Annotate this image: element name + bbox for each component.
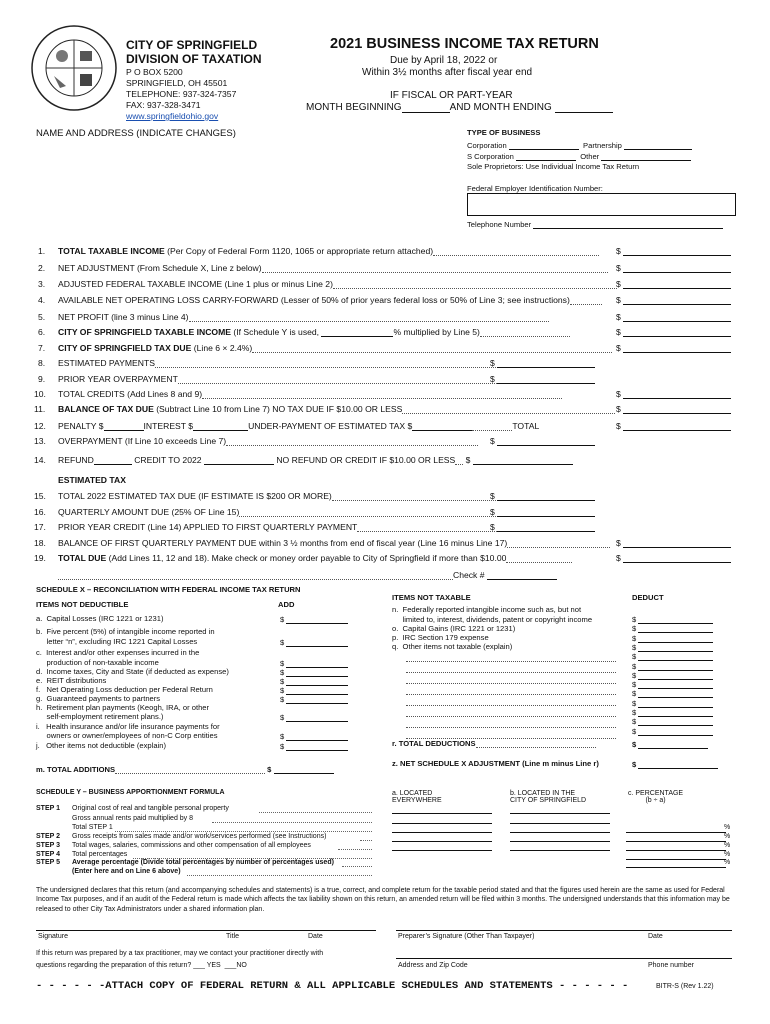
line-12-text bbox=[58, 421, 539, 431]
line-label-text bbox=[58, 475, 126, 485]
deduction-amount[interactable]: $ bbox=[632, 623, 713, 633]
leader-dots bbox=[262, 264, 609, 273]
leader-dots bbox=[357, 523, 510, 532]
line-16-text bbox=[58, 507, 500, 517]
due-date: Due by April 18, 2022 or bbox=[390, 55, 498, 66]
line-7-text bbox=[58, 343, 612, 353]
line-1-text bbox=[58, 246, 599, 256]
schedule-y-title: SCHEDULE Y – BUSINESS APPORTIONMENT FORMULA bbox=[36, 789, 225, 796]
line-description: REFUND bbox=[58, 455, 94, 465]
line-number: 3. bbox=[38, 279, 46, 289]
percentage-field[interactable] bbox=[626, 850, 726, 851]
line-11-text bbox=[58, 404, 615, 414]
signature-label: Signature bbox=[38, 933, 68, 940]
date-label: Date bbox=[308, 933, 323, 940]
preparer-date-label: Date bbox=[648, 933, 663, 940]
located-everywhere-field[interactable] bbox=[392, 841, 492, 842]
line-number: 1. bbox=[38, 246, 46, 256]
step-label: STEP 3 bbox=[36, 842, 60, 849]
s-corporation-option[interactable]: S Corporation Other bbox=[467, 151, 691, 161]
line-description: TOTAL CREDITS (Add Lines 8 and 9) bbox=[58, 389, 203, 399]
sole-proprietor-note: Sole Proprietors: Use Individual Income Tax Return bbox=[467, 162, 640, 171]
entry-field[interactable] bbox=[497, 522, 595, 532]
entry-field[interactable] bbox=[638, 726, 713, 736]
line-number: 12. bbox=[34, 421, 46, 431]
addition-item: j. Other items not deductible (explain) bbox=[36, 741, 166, 750]
leader-dots bbox=[506, 554, 571, 563]
line-description: OVERPAYMENT (If Line 10 exceeds Line 7) bbox=[58, 436, 227, 446]
percentage-field[interactable] bbox=[626, 841, 726, 842]
located-everywhere-field[interactable] bbox=[392, 832, 492, 833]
line-description: ESTIMATED PAYMENTS bbox=[58, 358, 155, 368]
deduction-amount[interactable]: $ bbox=[632, 726, 713, 736]
total-deductions: r. TOTAL DEDUCTIONS bbox=[392, 739, 596, 748]
addition-amount[interactable]: $ bbox=[280, 614, 348, 624]
addition-amount[interactable]: $ bbox=[280, 676, 348, 686]
entry-field[interactable] bbox=[623, 263, 731, 273]
line-12-amount[interactable]: $ bbox=[616, 421, 731, 431]
step-text: Average percentage (Divide total percentages by number of percentages used) bbox=[72, 859, 334, 866]
addition-item: e. REIT distributions bbox=[36, 676, 107, 685]
entry-field[interactable] bbox=[623, 343, 731, 353]
line-number: 19. bbox=[34, 553, 46, 563]
line-description: CITY OF SPRINGFIELD TAX DUE (Line 6 × 2.4%) bbox=[58, 343, 253, 353]
located-springfield-field[interactable] bbox=[510, 832, 610, 833]
line-10-amount[interactable]: $ bbox=[616, 389, 731, 399]
month-ending-label: AND MONTH ENDING bbox=[449, 102, 552, 113]
entry-field[interactable] bbox=[623, 553, 731, 563]
leader-dots bbox=[58, 571, 453, 580]
line-13-text bbox=[58, 436, 478, 446]
deduction-amount[interactable]: $ bbox=[632, 670, 713, 680]
line-description: NET ADJUSTMENT (From Schedule X, Line z below) bbox=[58, 263, 262, 273]
leader-dots bbox=[212, 822, 372, 823]
entry-field[interactable] bbox=[286, 694, 348, 704]
line-7-amount[interactable]: $ bbox=[616, 343, 731, 353]
located-everywhere-field[interactable] bbox=[392, 823, 492, 824]
addition-item: i. Health insurance and/or life insurance payments for bbox=[36, 722, 220, 731]
line-description: BALANCE OF TAX DUE (Subtract Line 10 from Line 7) NO TAX DUE IF $10.00 OR LESS bbox=[58, 404, 403, 414]
deduction-item: p. IRC Section 179 expense bbox=[392, 633, 489, 642]
located-springfield-field[interactable] bbox=[510, 823, 610, 824]
credit-label: CREDIT TO 2022 bbox=[134, 455, 202, 465]
title-label: Title bbox=[226, 933, 239, 940]
deduction-amount[interactable]: $ bbox=[632, 679, 713, 689]
telephone: TELEPHONE: 937-324-7357 bbox=[126, 89, 237, 99]
month-beginning-label: MONTH BEGINNING bbox=[306, 102, 402, 113]
line-number: 9. bbox=[38, 374, 46, 384]
deduction-amount[interactable]: $ bbox=[632, 707, 713, 717]
line-2-text bbox=[58, 263, 608, 273]
step-text: Original cost of real and tangible personal property bbox=[72, 805, 229, 812]
line-description: CITY OF SPRINGFIELD TAXABLE INCOME (If Schedule Y is used, bbox=[58, 327, 320, 337]
schedule-x-title: SCHEDULE X – RECONCILIATION WITH FEDERAL INCOME TAX RETURN bbox=[36, 585, 301, 594]
line-number: 14. bbox=[34, 455, 46, 465]
addition-amount[interactable]: $ bbox=[280, 637, 348, 647]
line-number: 16. bbox=[34, 507, 46, 517]
entry-field[interactable] bbox=[286, 712, 348, 722]
line-number: 10. bbox=[34, 389, 46, 399]
leader-dots bbox=[342, 866, 372, 867]
fein-label: Federal Employer Identification Number: bbox=[467, 184, 603, 193]
leader-dots bbox=[259, 812, 372, 813]
line-15-text bbox=[58, 491, 502, 501]
underpayment-label: UNDER-PAYMENT OF ESTIMATED TAX $ bbox=[248, 421, 413, 431]
percent-sign: % bbox=[724, 851, 731, 858]
explain-line[interactable] bbox=[406, 716, 616, 717]
col-located-springfield: b. LOCATED IN THE CITY OF SPRINGFIELD bbox=[510, 790, 587, 804]
addition-amount[interactable]: $ bbox=[280, 731, 348, 741]
schedule-y-percent-field[interactable] bbox=[321, 327, 393, 337]
line-2-amount[interactable]: $ bbox=[616, 263, 731, 273]
line-number: 7. bbox=[38, 343, 46, 353]
leader-dots bbox=[402, 405, 614, 414]
line-number: 13. bbox=[34, 436, 46, 446]
line-description: PRIOR YEAR CREDIT (Line 14) APPLIED TO FIRST QUARTERLY PAYMENT bbox=[58, 522, 358, 532]
line-10-text bbox=[58, 389, 562, 399]
month-ending-field[interactable] bbox=[555, 103, 613, 113]
line-1-amount[interactable]: $ bbox=[616, 246, 731, 256]
not-taxable-head: ITEMS NOT TAXABLE bbox=[392, 593, 471, 602]
explain-line[interactable] bbox=[406, 727, 616, 728]
fax: FAX: 937-328-3471 bbox=[126, 100, 201, 110]
line-17-text bbox=[58, 522, 511, 532]
line-11-amount[interactable]: $ bbox=[616, 404, 731, 414]
addition-item: owners or owner/employees of non-C Corp entities bbox=[36, 731, 218, 740]
line-description-cont: % multiplied by Line 5) bbox=[393, 327, 480, 337]
line-5-text bbox=[58, 312, 549, 322]
signature-line[interactable] bbox=[36, 930, 376, 931]
declaration-text: The undersigned declares that this return (and accompanying schedules and statements) is a true, correct, and complete return for the taxable period stated and that the figures used herein are the same as used for Federal Income Tax purposes, and if an audit of the Federal return is made which affects the tax liability shown on this return, an amended return will be filed within 3 months. The undersigned understands that this information may be released to other City Tax Administrators under a shared information plan. bbox=[36, 887, 730, 913]
name-address-label: NAME AND ADDRESS (INDICATE CHANGES) bbox=[36, 128, 236, 139]
step-label: STEP 4 bbox=[36, 851, 60, 858]
line-description: ADJUSTED FEDERAL TAXABLE INCOME (Line 1 plus or minus Line 2) bbox=[58, 279, 333, 289]
net-schedule-x-amount[interactable]: $ bbox=[632, 759, 718, 769]
line-description: AVAILABLE NET OPERATING LOSS CARRY-FORWARD (Lesser of 50% of prior years federal loss or 50% of Line 3; see instructions) bbox=[58, 295, 570, 305]
entry-field[interactable] bbox=[497, 436, 595, 446]
addition-amount[interactable]: $ bbox=[280, 658, 348, 668]
step-label: STEP 1 bbox=[36, 805, 60, 812]
due-within: Within 3½ months after fiscal year end bbox=[362, 67, 533, 78]
explain-line[interactable] bbox=[406, 705, 616, 706]
line-6-text bbox=[58, 327, 570, 337]
line-description: TOTAL TAXABLE INCOME (Per Copy of Federal Form 1120, 1065 or appropriate return attached) bbox=[58, 246, 434, 256]
check-number-label: Check # bbox=[453, 570, 485, 580]
located-springfield-field[interactable] bbox=[510, 813, 610, 814]
leader-dots bbox=[187, 875, 372, 876]
leader-dots bbox=[455, 456, 463, 465]
month-range bbox=[306, 102, 613, 113]
addition-amount[interactable]: $ bbox=[280, 685, 348, 695]
entry-field[interactable] bbox=[623, 421, 731, 431]
division-name: DIVISION OF TAXATION bbox=[126, 52, 262, 66]
addition-item: letter “n”, excluding IRC 1221 Capital Losses bbox=[36, 637, 198, 646]
deduction-amount[interactable]: $ bbox=[632, 688, 713, 698]
leader-dots bbox=[189, 313, 549, 322]
addition-item: h. Retirement plan payments (Keogh, IRA, or other bbox=[36, 703, 210, 712]
addition-amount[interactable]: $ bbox=[280, 694, 348, 704]
website-link[interactable]: www.springfieldohio.gov bbox=[126, 111, 219, 121]
line-13-amount[interactable]: $ bbox=[490, 436, 595, 446]
entry-field[interactable] bbox=[286, 614, 348, 624]
deduction-amount[interactable]: $ bbox=[632, 614, 713, 624]
line-6-amount[interactable]: $ bbox=[616, 327, 731, 337]
step-label: STEP 5 bbox=[36, 859, 60, 866]
deduction-amount[interactable]: $ bbox=[632, 698, 713, 708]
line-8-amount[interactable]: $ bbox=[490, 358, 595, 368]
underpayment-field[interactable] bbox=[412, 421, 472, 431]
line-description: PRIOR YEAR OVERPAYMENT bbox=[58, 374, 178, 384]
step-text: Total percentages bbox=[72, 851, 128, 858]
entry-field[interactable] bbox=[623, 295, 731, 305]
percent-sign: % bbox=[724, 842, 731, 849]
corporation-option[interactable]: Corporation Partnership bbox=[467, 140, 692, 150]
entry-field[interactable] bbox=[497, 507, 595, 517]
line-15-amount[interactable]: $ bbox=[490, 491, 595, 501]
entry-field[interactable] bbox=[623, 246, 731, 256]
explain-line[interactable] bbox=[406, 694, 616, 695]
line-3-text bbox=[58, 279, 617, 289]
addition-item: a. Capital Losses (IRC 1221 or 1231) bbox=[36, 614, 164, 623]
line-number: 5. bbox=[38, 312, 46, 322]
step-text: (Enter here and on Line 6 above) bbox=[72, 868, 181, 875]
step-text: Total wages, salaries, commissions and other compensation of all employees bbox=[72, 842, 311, 849]
total-label: TOTAL bbox=[512, 421, 540, 431]
deduction-amount[interactable]: $ bbox=[632, 633, 713, 643]
fiscal-year-label: IF FISCAL OR PART-YEAR bbox=[390, 90, 513, 101]
line-5-amount[interactable]: $ bbox=[616, 312, 731, 322]
step-text: Total STEP 1 bbox=[72, 824, 113, 831]
line-number: 4. bbox=[38, 295, 46, 305]
entry-field[interactable] bbox=[497, 374, 595, 384]
leader-dots bbox=[239, 508, 500, 517]
line-number: 6. bbox=[38, 327, 46, 337]
step-text: Gross annual rents paid multiplied by 8 bbox=[72, 815, 194, 822]
line-number: 15. bbox=[34, 491, 46, 501]
entry-field[interactable] bbox=[623, 279, 731, 289]
step-text: Gross receipts from sales made and/or work/services performed (see Instructions) bbox=[72, 833, 327, 840]
month-beginning-field[interactable] bbox=[402, 103, 450, 113]
form-title: 2021 BUSINESS INCOME TAX RETURN bbox=[330, 36, 599, 52]
addition-item: production of non-taxable income bbox=[36, 658, 159, 667]
line-4-amount[interactable]: $ bbox=[616, 295, 731, 305]
line-9-text bbox=[58, 374, 503, 384]
step-label: STEP 2 bbox=[36, 833, 60, 840]
leader-dots bbox=[178, 375, 503, 384]
located-everywhere-field[interactable] bbox=[392, 850, 492, 851]
interest-label: INTEREST $ bbox=[143, 421, 194, 431]
po-box: P O BOX 5200 bbox=[126, 67, 183, 77]
line-19-amount[interactable]: $ bbox=[616, 553, 731, 563]
deduction-amount[interactable]: $ bbox=[632, 642, 713, 652]
total-additions: m. TOTAL ADDITIONS $ bbox=[36, 764, 334, 774]
add-head: ADD bbox=[278, 600, 295, 609]
entry-field[interactable] bbox=[623, 389, 731, 399]
col-percentage: c. PERCENTAGE (b ÷ a) bbox=[628, 790, 684, 804]
entry-field[interactable] bbox=[623, 538, 731, 548]
practitioner-contact-options[interactable]: questions regarding the preparation of this return? ___ YES ___NO bbox=[36, 962, 247, 969]
deduction-amount[interactable]: $ bbox=[632, 661, 713, 671]
line-description: NET PROFIT (line 3 minus Line 4) bbox=[58, 312, 189, 322]
line-16-amount[interactable]: $ bbox=[490, 507, 595, 517]
line-description: QUARTERLY AMOUNT DUE (25% OF Line 15) bbox=[58, 507, 240, 517]
deduction-amount[interactable]: $ bbox=[632, 716, 713, 726]
telephone-label[interactable]: Telephone Number bbox=[467, 219, 723, 229]
deduct-head: DEDUCT bbox=[632, 593, 664, 602]
addition-amount[interactable]: $ bbox=[280, 712, 348, 722]
leader-dots bbox=[332, 492, 503, 501]
leader-dots bbox=[333, 280, 617, 289]
line-17-amount[interactable]: $ bbox=[490, 522, 595, 532]
addition-item: g. Guaranteed payments to partners bbox=[36, 694, 161, 703]
interest-field[interactable] bbox=[193, 421, 248, 431]
line-label-text bbox=[58, 570, 557, 580]
leader-dots bbox=[480, 328, 570, 337]
entry-field[interactable] bbox=[623, 327, 731, 337]
business-type-title: TYPE OF BUSINESS bbox=[467, 128, 541, 137]
entry-field[interactable] bbox=[497, 358, 595, 368]
line-8-text bbox=[58, 358, 498, 368]
attach-notice: - - - - - -ATTACH COPY OF FEDERAL RETURN & ALL APPLICABLE SCHEDULES AND STATEMENTS - - - - - - bbox=[36, 980, 629, 992]
city-name: CITY OF SPRINGFIELD bbox=[126, 38, 258, 52]
explain-line[interactable] bbox=[406, 661, 616, 662]
leader-dots bbox=[507, 539, 610, 548]
percentage-field[interactable] bbox=[626, 859, 726, 860]
addition-amount[interactable]: $ bbox=[280, 667, 348, 677]
line-description: TOTAL DUE (Add Lines 11, 12 and 18). Make check or money order payable to City of Springfield if more than $10.00 bbox=[58, 553, 507, 563]
address-line[interactable] bbox=[396, 958, 732, 959]
line-3-amount[interactable]: $ bbox=[616, 279, 731, 289]
credit-field[interactable] bbox=[204, 455, 274, 465]
line-18-amount[interactable]: $ bbox=[616, 538, 731, 548]
percentage-field[interactable] bbox=[626, 867, 726, 868]
percent-sign: % bbox=[724, 833, 731, 840]
leader-dots bbox=[570, 296, 602, 305]
penalty-field[interactable] bbox=[104, 421, 144, 431]
addition-item: self-employment retirement plans.) bbox=[36, 712, 164, 721]
line-number: 8. bbox=[38, 358, 46, 368]
city-state: SPRINGFIELD, OH 45501 bbox=[126, 78, 228, 88]
line-number: 17. bbox=[34, 522, 46, 532]
entry-field[interactable] bbox=[623, 404, 731, 414]
addition-item: f. Net Operating Loss deduction per Federal Return bbox=[36, 685, 213, 694]
total-deductions-amount[interactable]: $ bbox=[632, 739, 708, 749]
located-everywhere-field[interactable] bbox=[392, 813, 492, 814]
explain-line[interactable] bbox=[406, 672, 616, 673]
line-description: BALANCE OF FIRST QUARTERLY PAYMENT DUE within 3 ½ months from end of fiscal year (Line 16 minus Line 17) bbox=[58, 538, 508, 548]
leader-dots bbox=[338, 849, 372, 850]
line-14-text: REFUND CREDIT TO 2022 NO REFUND OR CREDIT IF $10.00 OR LESS $ bbox=[58, 455, 573, 465]
percent-sign: % bbox=[724, 859, 731, 866]
deduction-item: n. Federally reported intangible income such as, but not bbox=[392, 605, 582, 614]
deduction-item: limited to, interest, dividends, patent or copyright income bbox=[392, 615, 593, 624]
line-number: 11. bbox=[34, 404, 46, 414]
leader-dots bbox=[252, 344, 611, 353]
not-deductible-head: ITEMS NOT DEDUCTIBLE bbox=[36, 600, 129, 609]
line-9-amount[interactable]: $ bbox=[490, 374, 595, 384]
line-description: ESTIMATED TAX bbox=[58, 475, 126, 485]
explain-line[interactable] bbox=[406, 683, 616, 684]
phone-label: Phone number bbox=[648, 962, 694, 969]
line-19-text bbox=[58, 553, 572, 563]
entry-field[interactable] bbox=[623, 312, 731, 322]
leader-dots bbox=[360, 840, 372, 841]
entry-field[interactable] bbox=[286, 741, 348, 751]
located-springfield-field[interactable] bbox=[510, 850, 610, 851]
deduction-item: o. Capital Gains (IRC 1221 or 1231) bbox=[392, 624, 516, 633]
leader-dots bbox=[226, 437, 478, 446]
addition-amount[interactable]: $ bbox=[280, 741, 348, 751]
addition-item: d. Income taxes, City and State (if deducted as expense) bbox=[36, 667, 229, 676]
no-refund-label: NO REFUND OR CREDIT IF $10.00 OR LESS bbox=[276, 455, 456, 465]
percent-sign: % bbox=[724, 824, 731, 831]
leader-dots bbox=[202, 390, 562, 399]
line-description: TOTAL 2022 ESTIMATED TAX DUE (IF ESTIMATE IS $200 OR MORE) bbox=[58, 491, 332, 501]
leader-dots bbox=[155, 359, 498, 368]
located-springfield-field[interactable] bbox=[510, 841, 610, 842]
entry-field[interactable] bbox=[497, 491, 595, 501]
entry-field[interactable] bbox=[286, 637, 348, 647]
deduction-amount[interactable]: $ bbox=[632, 651, 713, 661]
address-label: Address and Zip Code bbox=[398, 962, 468, 969]
deduction-item: q. Other items not taxable (explain) bbox=[392, 642, 513, 651]
preparer-signature-line[interactable] bbox=[396, 930, 732, 931]
line-4-text bbox=[58, 295, 602, 305]
addition-item: b. Five percent (5%) of intangible income reported in bbox=[36, 627, 215, 636]
refund-field[interactable] bbox=[94, 455, 132, 465]
leader-dots bbox=[115, 831, 372, 832]
leader-dots bbox=[472, 422, 512, 431]
line-14-amount[interactable] bbox=[473, 455, 573, 465]
leader-dots bbox=[433, 247, 599, 256]
fein-field[interactable] bbox=[467, 193, 736, 216]
entry-field[interactable] bbox=[286, 731, 348, 741]
practitioner-contact-question: If this return was prepared by a tax practitioner, may we contact your practitioner directly with bbox=[36, 950, 324, 957]
check-number-field[interactable] bbox=[487, 570, 557, 580]
line-number: 18. bbox=[34, 538, 46, 548]
preparer-label: Preparer’s Signature (Other Than Taxpayer) bbox=[398, 933, 535, 940]
col-located-everywhere: a. LOCATED EVERYWHERE bbox=[392, 790, 442, 804]
line-description: PENALTY $ bbox=[58, 421, 104, 431]
line-18-text bbox=[58, 538, 610, 548]
addition-item: c. Interest and/or other expenses incurred in the bbox=[36, 648, 200, 657]
line-number: 2. bbox=[38, 263, 46, 273]
city-seal bbox=[30, 24, 118, 112]
form-revision: BITR-S (Rev 1.22) bbox=[656, 983, 714, 990]
net-schedule-x: z. NET SCHEDULE X ADJUSTMENT (Line m minus Line r) bbox=[392, 759, 599, 768]
percentage-field[interactable] bbox=[626, 832, 726, 833]
